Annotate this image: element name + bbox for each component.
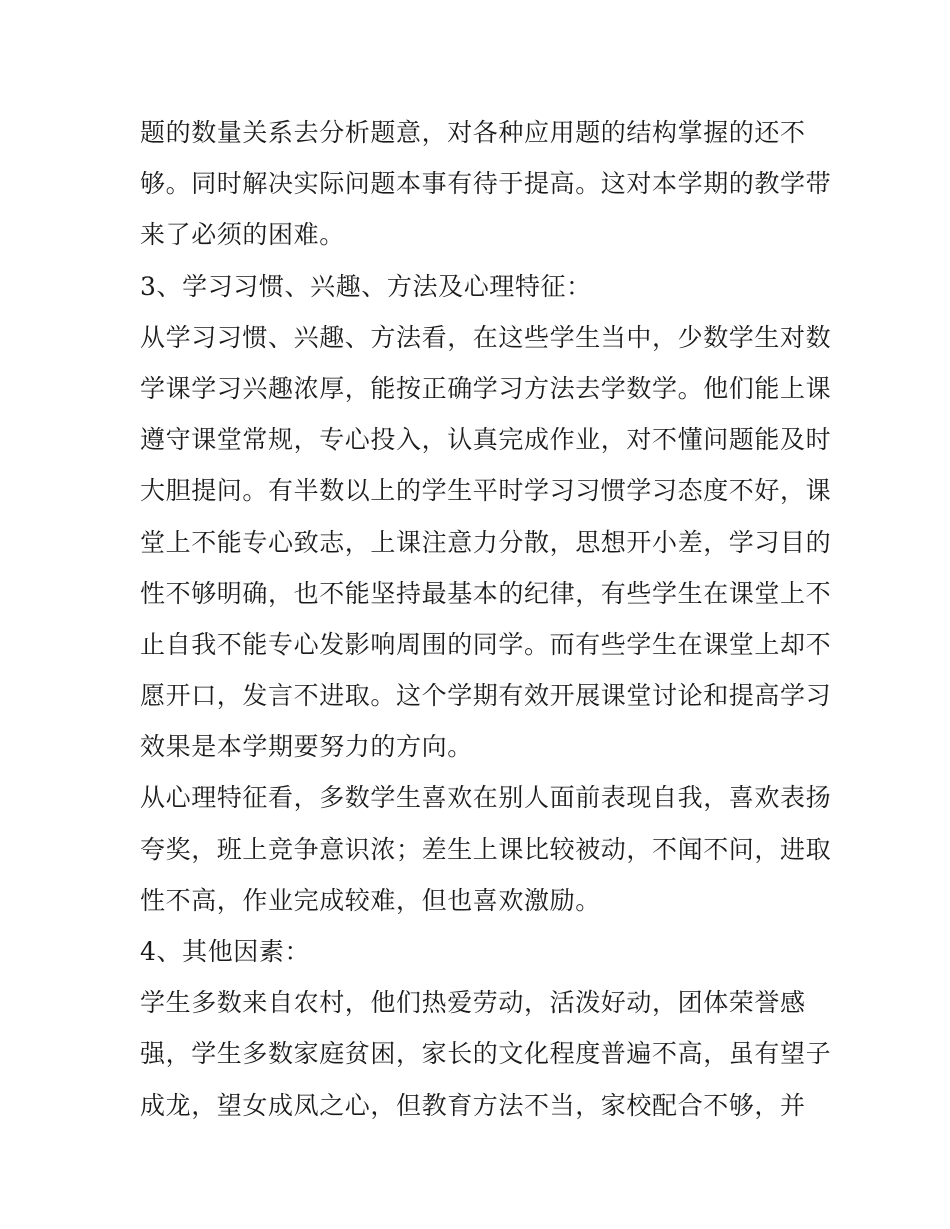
text-line: 来了必须的困难。 [140, 220, 345, 250]
text-line: 够。同时解决实际问题本事有待于提高。这对本学期的教学带 [140, 169, 832, 199]
text-line: 题的数量关系去分析题意，对各种应用题的结构掌握的还不 [140, 118, 806, 147]
text-line: 从学习习惯、兴趣、方法看，在这些学生当中，少数学生对数 [140, 322, 832, 352]
text-line: 成龙，望女成凤之心，但教育方法不当，家校配合不够，并 [140, 1090, 806, 1120]
text-line: 堂上不能专心致志，上课注意力分散，思想开小差，学习目的 [140, 527, 832, 557]
document-body [140, 107, 832, 1131]
text-line: 从心理特征看，多数学生喜欢在别人面前表现自我，喜欢表扬 [140, 783, 832, 813]
text-line: 愿开口，发言不进取。这个学期有效开展课堂讨论和提高学习 [140, 681, 832, 711]
text-line: 性不高，作业完成较难，但也喜欢激励。 [140, 885, 601, 915]
text-line: 效果是本学期要努力的方向。 [140, 732, 473, 762]
text-line: 遵守课堂常规，专心投入，认真完成作业，对不懂问题能及时 [140, 425, 832, 455]
text-line: 强，学生多数家庭贫困，家长的文化程度普遍不高，虽有望子 [140, 1039, 832, 1069]
text-line: 止自我不能专心发影响周围的同学。而有些学生在课堂上却不 [140, 629, 832, 659]
section-heading-3: 3、学习习惯、兴趣、方法及心理特征： [140, 271, 592, 301]
text-line: 学生多数来自农村，他们热爱劳动，活泼好动，团体荣誉感 [140, 988, 806, 1018]
text-line: 学课学习兴趣浓厚，能按正确学习方法去学数学。他们能上课 [140, 373, 832, 403]
text-line: 夸奖，班上竞争意识浓；差生上课比较被动，不闻不问，进取 [140, 834, 832, 864]
text-line: 性不够明确，也不能坚持最基本的纪律，有些学生在课堂上不 [140, 578, 832, 608]
section-heading-4: 4、其他因素： [140, 937, 311, 966]
text-line: 大胆提问。有半数以上的学生平时学习习惯学习态度不好，课 [140, 476, 832, 506]
